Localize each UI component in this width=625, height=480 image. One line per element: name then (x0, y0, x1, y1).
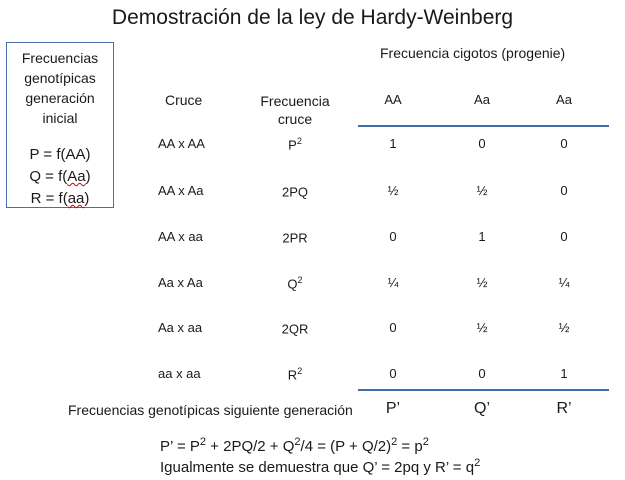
row-value-Aa: ½ (476, 275, 488, 290)
row-frecuencia-base: Q (287, 276, 298, 292)
formula-part2: + 2PQ/2 + Q (206, 438, 295, 455)
p-prime: P’ (385, 400, 401, 417)
row-cruce: AA x aa (158, 229, 203, 244)
footer-rule (358, 389, 609, 391)
col-header-Aa: Aa (474, 92, 490, 107)
col-header-frecuencia (255, 92, 335, 128)
row-value-Aa: ½ (476, 183, 488, 198)
next-gen-label: Frecuencias genotípicas siguiente generación (68, 402, 353, 418)
r-def-genotype: aa (67, 190, 85, 207)
row-frecuencia-base: 2PQ (281, 184, 308, 200)
row-value-Aa: 1 (478, 229, 486, 244)
p-definition: P = f(AA) (29, 146, 91, 163)
row-frecuencia-base: R (287, 367, 298, 383)
row-frecuencia-base: 2QR (281, 321, 309, 337)
header-rule (358, 125, 609, 127)
formula-line2-sup: 2 (474, 457, 481, 469)
col-header-AA: AA (384, 92, 402, 107)
row-frecuencia-exponent: 2 (297, 275, 303, 285)
row-cruce: Aa x aa (158, 320, 203, 335)
row-frecuencia (265, 229, 325, 245)
r-def-suffix: ) (84, 190, 90, 207)
initial-frequencies-box (6, 42, 114, 208)
formula-line2 (160, 457, 480, 476)
row-value-aa: 0 (560, 136, 568, 151)
row-frecuencia (265, 136, 325, 152)
progeny-header: Frecuencia cigotos (progenie) (380, 45, 566, 61)
row-frecuencia-exponent: 2 (297, 366, 303, 376)
formula-sup3: 2 (391, 436, 398, 448)
row-value-aa: ¼ (558, 275, 570, 290)
formula-line2-text: Igualmente se demuestra que Q’ = 2pq y R’ = q (160, 459, 475, 476)
formula-line1 (160, 436, 429, 455)
row-frecuencia (265, 183, 325, 199)
q-prime: Q’ (474, 400, 490, 417)
infobox-line3: generación (25, 90, 95, 106)
row-frecuencia (265, 320, 325, 336)
row-cruce: AA x AA (158, 136, 205, 151)
formula-sup1: 2 (199, 436, 207, 448)
page-title: Demostración de la ley de Hardy-Weinberg (111, 6, 514, 29)
row-cruce: Aa x Aa (158, 275, 203, 290)
row-frecuencia-base: 2PR (282, 230, 308, 246)
row-value-aa: ½ (558, 320, 570, 335)
infobox-line2: genotípicas (24, 70, 96, 86)
infobox-line4: inicial (42, 110, 78, 126)
r-prime: R’ (556, 400, 572, 417)
formula-sup4: 2 (422, 436, 429, 448)
row-value-aa: 0 (560, 183, 568, 198)
col-header-freq-line2: cruce (277, 111, 313, 127)
row-value-AA: 1 (389, 136, 397, 151)
row-cruce: AA x Aa (158, 183, 204, 198)
q-definition (7, 166, 113, 188)
row-cruce: aa x aa (158, 366, 201, 381)
row-value-AA: 0 (389, 320, 397, 335)
row-frecuencia (265, 275, 325, 291)
row-frecuencia-exponent: 2 (296, 136, 302, 146)
row-value-aa: 0 (560, 229, 568, 244)
infobox-line1: Frecuencias (21, 50, 99, 66)
row-value-AA: ½ (387, 183, 399, 198)
row-value-Aa: 0 (478, 366, 486, 381)
r-definition (7, 188, 113, 210)
row-value-Aa: 0 (478, 136, 486, 151)
r-def-prefix: R = f( (30, 190, 68, 207)
col-header-cruce: Cruce (165, 92, 203, 108)
row-value-aa: 1 (560, 366, 568, 381)
row-value-AA: 0 (389, 366, 397, 381)
col-header-freq-line1: Frecuencia (260, 93, 330, 109)
q-def-suffix: ) (85, 168, 91, 185)
formula-part4: = p (397, 438, 423, 455)
formula-sup2: 2 (294, 436, 301, 448)
row-frecuencia (265, 366, 325, 382)
row-value-AA: ¼ (387, 275, 399, 290)
row-frecuencia-base: P (288, 137, 297, 153)
row-value-AA: 0 (389, 229, 397, 244)
col-header-aa: Aa (556, 92, 572, 107)
formula-part3: /4 = (P + Q/2) (300, 438, 392, 455)
row-value-Aa: ½ (476, 320, 488, 335)
q-def-genotype: Aa (67, 168, 86, 185)
formula-part1: P’ = P (160, 438, 200, 455)
q-def-prefix: Q = f( (29, 168, 68, 185)
